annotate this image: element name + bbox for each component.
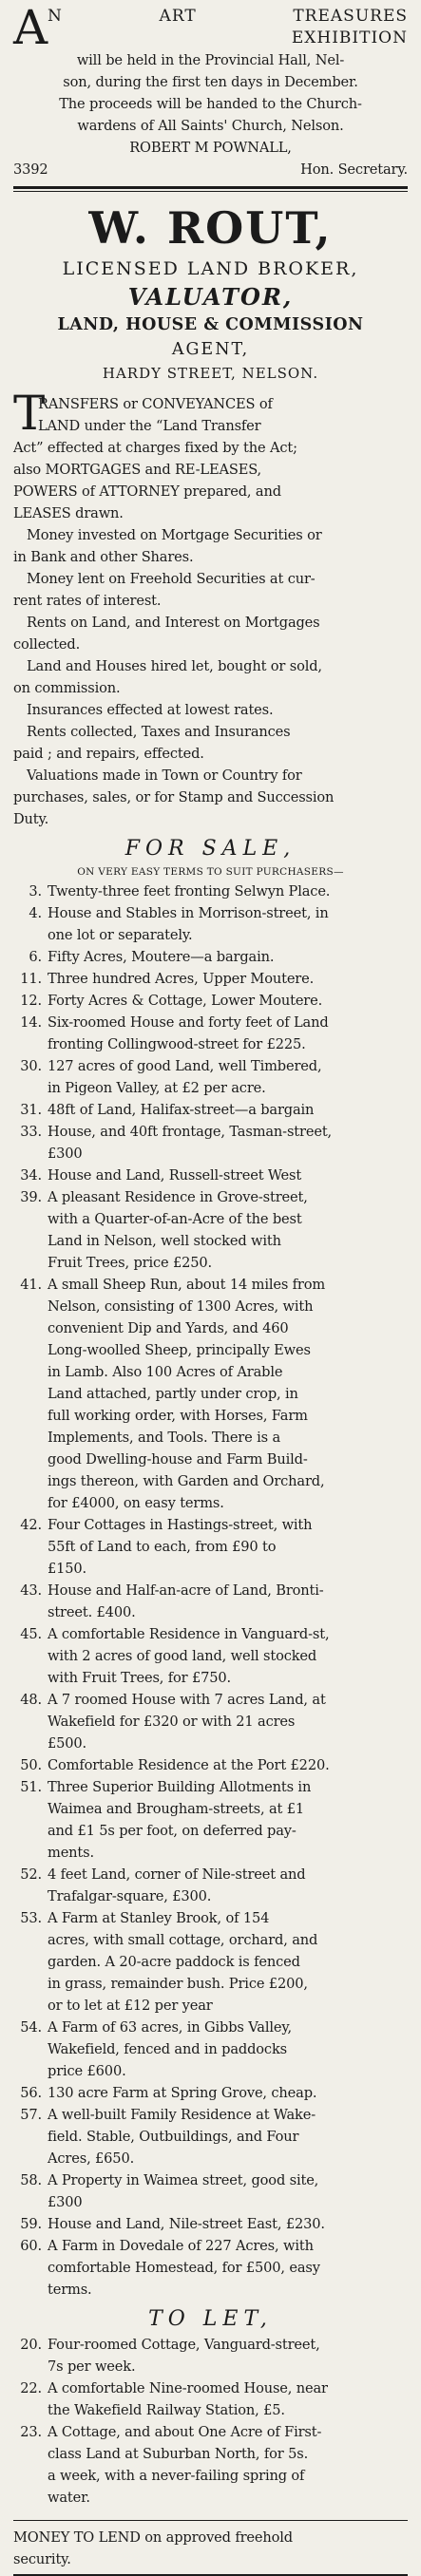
rout-intro-line: also MORTGAGES and RE-LEASES,: [13, 462, 262, 478]
listing-item: [13, 1165, 408, 1186]
listing-item: [13, 1274, 408, 1514]
listing-item: [13, 968, 408, 990]
rout-intro-line: Act” effected at charges fixed by the Act;: [13, 440, 297, 456]
listing-number: 58.: [20, 2172, 42, 2188]
to-let-heading: TO LET,: [148, 2307, 273, 2331]
listing-item: [13, 902, 408, 946]
listing-line: 55ft of Land to each, from £90 to: [48, 1539, 277, 1555]
listing-line: A comfortable Nine-roomed House, near: [48, 2380, 328, 2396]
listing-text: [48, 1776, 408, 1864]
listing-line: convenient Dip and Yards, and 460: [48, 1320, 289, 1336]
service-line: Insurances effected at lowest rates.: [27, 702, 274, 718]
art-ad-body-line: son, during the first ten days in December.: [63, 74, 358, 90]
listing-item: [13, 1099, 408, 1121]
listing-item: [13, 2235, 408, 2301]
listing-number: 22.: [20, 2380, 42, 2396]
art-ad-signature: [13, 137, 408, 180]
listing-line: fronting Collingwood-street for £225.: [48, 1036, 306, 1052]
listing-text: [48, 2169, 408, 2213]
listing-line: 48ft of Land, Halifax-street—a bargain: [48, 1102, 315, 1118]
art-ad-heading: [13, 0, 408, 55]
listing-text: [48, 1754, 408, 1776]
listing-number: 11.: [20, 971, 42, 987]
listing-number: 48.: [20, 1692, 42, 1708]
rout-intro-line: RANSFERS or CONVEYANCES of: [38, 396, 273, 412]
service-line: Rents collected, Taxes and Insurances: [27, 724, 291, 740]
listing-number: 54.: [20, 2019, 42, 2036]
listing-item: [13, 1754, 408, 1776]
listing-item: [13, 1121, 408, 1165]
listing-line: Three Superior Building Allotments in: [48, 1779, 312, 1795]
listing-line: A Farm at Stanley Brook, of 154: [48, 1910, 270, 1926]
listing-number: 50.: [20, 1757, 42, 1773]
listing-line: full working order, with Horses, Farm: [48, 1408, 308, 1424]
rout-intro-paragraph: [13, 386, 408, 441]
listing-line: 7s per week.: [48, 2358, 136, 2375]
rout-commission-line: LAND, HOUSE & COMMISSION: [57, 315, 364, 334]
listing-line: garden. A 20-acre paddock is fenced: [48, 1954, 300, 1970]
listing-text: [48, 1055, 408, 1099]
listing-text: [48, 2017, 408, 2082]
listing-line: House and Stables in Morrison-street, in: [48, 905, 329, 921]
listing-item: [13, 1689, 408, 1754]
listing-item: [13, 1186, 408, 1274]
service-line: in Bank and other Shares.: [13, 549, 194, 565]
listing-item: [13, 2334, 408, 2377]
listing-line: Four Cottages in Hastings-street, with: [48, 1517, 313, 1533]
service-line: Valuations made in Town or Country for: [27, 767, 302, 784]
listing-line: Four-roomed Cottage, Vanguard-street,: [48, 2337, 320, 2353]
listing-number: 41.: [20, 1277, 42, 1293]
terms-line: ON VERY EASY TERMS TO SUIT PURCHASERS—: [77, 866, 344, 878]
listing-item: [13, 2213, 408, 2235]
listing-line: A Cottage, and about One Acre of First-: [48, 2424, 322, 2440]
listing-line: A well-built Family Residence at Wake-: [48, 2107, 316, 2123]
listing-item: [13, 2377, 408, 2421]
listing-line: or to let at £12 per year: [48, 1998, 213, 2014]
listing-number: 23.: [20, 2424, 42, 2440]
listing-text: [48, 1012, 408, 1055]
listing-line: 4 feet Land, corner of Nile-street and: [48, 1866, 306, 1883]
listing-line: Implements, and Tools. There is a: [48, 1430, 281, 1446]
listing-text: [48, 2421, 408, 2509]
listing-number: 51.: [20, 1779, 42, 1795]
listing-line: good Dwelling-house and Farm Build-: [48, 1451, 308, 1468]
art-treasures-ad: [13, 0, 408, 180]
listing-text: [48, 902, 408, 946]
listing-item: [13, 2169, 408, 2213]
listing-line: in Lamb. Also 100 Acres of Arable: [48, 1364, 283, 1380]
listing-line: House and Land, Russell-street West: [48, 1167, 302, 1184]
listing-text: [48, 1121, 408, 1165]
listing-line: A Property in Waimea street, good site,: [48, 2172, 319, 2188]
listing-line: the Wakefield Railway Station, £5.: [48, 2402, 285, 2418]
art-ad-ref-number: 3392: [13, 161, 48, 178]
rout-valuator-line: VALUATOR,: [127, 283, 294, 311]
listing-text: [48, 2377, 408, 2421]
listing-item: [13, 1907, 408, 2017]
listing-line: Nelson, consisting of 1300 Acres, with: [48, 1298, 314, 1315]
listing-number: 30.: [20, 1058, 42, 1074]
listing-line: with Fruit Trees, for £750.: [48, 1670, 232, 1686]
listing-line: in Pigeon Valley, at £2 per acre.: [48, 1080, 266, 1096]
listing-line: for £4000, on easy terms.: [48, 1495, 224, 1511]
listing-line: with a Quarter-of-an-Acre of the best: [48, 1211, 302, 1227]
rout-address: HARDY STREET, NELSON.: [102, 365, 319, 382]
listing-line: 130 acre Farm at Spring Grove, cheap.: [48, 2085, 317, 2101]
rout-intro-line: POWERS of ATTORNEY prepared, and: [13, 483, 281, 500]
listing-line: ments.: [48, 1845, 94, 1861]
listing-text: [48, 1099, 408, 1121]
listing-number: 20.: [20, 2337, 42, 2353]
money-to-lend-line: MONEY TO LEND on approved freehold: [13, 2529, 293, 2546]
for-sale-heading: FOR SALE,: [124, 837, 297, 861]
listing-item: [13, 1623, 408, 1689]
listing-line: price £600.: [48, 2063, 126, 2079]
listing-item: [13, 1012, 408, 1055]
art-ad-title-line1: N ART TREASURES: [48, 7, 408, 26]
rout-intro-line: LAND under the “Land Transfer: [38, 418, 261, 434]
to-let-list: [13, 2334, 408, 2509]
service-line: purchases, sales, or for Stamp and Succession: [13, 789, 335, 805]
listing-text: [48, 1165, 408, 1186]
art-ad-signatory: ROBERT M POWNALL,: [129, 140, 292, 156]
listing-line: A Farm in Dovedale of 227 Acres, with: [48, 2238, 314, 2254]
listing-text: [48, 1864, 408, 1907]
listing-text: [48, 1689, 408, 1754]
service-line: Duty.: [13, 811, 49, 827]
rout-intro-drop-cap: T: [13, 386, 46, 441]
listing-item: [13, 1055, 408, 1099]
divider-thin: [13, 191, 408, 192]
listing-number: 45.: [20, 1626, 42, 1642]
listing-line: a week, with a never-failing spring of: [48, 2468, 305, 2484]
listing-line: class Land at Suburban North, for 5s.: [48, 2446, 309, 2462]
art-ad-proceeds-line: wardens of All Saints' Church, Nelson.: [77, 118, 344, 134]
service-line: rent rates of interest.: [13, 593, 162, 609]
listing-number: 6.: [29, 949, 42, 965]
listing-text: [48, 1514, 408, 1580]
service-line: Money invested on Mortgage Securities or: [27, 527, 322, 543]
listing-line: Comfortable Residence at the Port £220.: [48, 1757, 330, 1773]
listing-number: 14.: [20, 1014, 42, 1031]
service-line: Land and Houses hired let, bought or sold,: [27, 658, 322, 674]
listing-line: Land attached, partly under crop, in: [48, 1386, 298, 1402]
listing-line: Land in Nelson, well stocked with: [48, 1233, 281, 1249]
listing-text: [48, 1274, 408, 1514]
listing-line: A 7 roomed House with 7 acres Land, at: [48, 1692, 326, 1708]
listing-line: Acres, £650.: [48, 2150, 135, 2167]
listing-text: [48, 2213, 408, 2235]
listing-number: 39.: [20, 1189, 42, 1205]
listing-line: Six-roomed House and forty feet of Land: [48, 1014, 329, 1031]
listing-text: [48, 1580, 408, 1623]
listing-text: [48, 946, 408, 968]
listing-line: Fifty Acres, Moutere—a bargain.: [48, 949, 275, 965]
listing-line: House and Half-an-acre of Land, Bronti-: [48, 1582, 324, 1599]
money-to-lend-line: security.: [13, 2551, 71, 2567]
listing-line: field. Stable, Outbuildings, and Four: [48, 2129, 299, 2145]
listing-line: A Farm of 63 acres, in Gibbs Valley,: [48, 2019, 293, 2036]
listing-line: one lot or separately.: [48, 927, 193, 943]
listing-line: terms.: [48, 2282, 92, 2298]
listing-line: £150.: [48, 1561, 87, 1577]
divider-thick: [13, 186, 408, 189]
listing-line: and £1 5s per foot, on deferred pay-: [48, 1823, 297, 1839]
listing-line: Wakefield, fenced and in paddocks: [48, 2041, 287, 2057]
listing-text: [48, 990, 408, 1012]
listing-text: [48, 968, 408, 990]
listing-number: 31.: [20, 1102, 42, 1118]
listing-number: 59.: [20, 2216, 42, 2232]
service-line: Rents on Land, and Interest on Mortgages: [27, 615, 320, 631]
art-ad-drop-cap: A: [13, 0, 48, 55]
listing-line: acres, with small cottage, orchard, and: [48, 1932, 318, 1948]
listing-number: 33.: [20, 1124, 42, 1140]
listing-number: 3.: [29, 883, 42, 900]
listing-item: [13, 2104, 408, 2169]
listing-item: [13, 1514, 408, 1580]
listing-line: Fruit Trees, price £250.: [48, 1255, 213, 1271]
listing-line: £300: [48, 2194, 83, 2210]
rout-broker-line: LICENSED LAND BROKER,: [62, 258, 359, 279]
listing-line: water.: [48, 2490, 90, 2506]
money-to-lend: [13, 2520, 408, 2570]
listing-line: Twenty-three feet fronting Selwyn Place.: [48, 883, 331, 900]
listing-number: 53.: [20, 1910, 42, 1926]
listing-line: ings thereon, with Garden and Orchard,: [48, 1473, 325, 1489]
listing-line: comfortable Homestead, for £500, easy: [48, 2260, 320, 2276]
listing-line: Three hundred Acres, Upper Moutere.: [48, 971, 315, 987]
listing-item: [13, 946, 408, 968]
listing-text: [48, 1907, 408, 2017]
listing-item: [13, 881, 408, 902]
art-ad-body-line: will be held in the Provincial Hall, Nel-: [76, 52, 345, 68]
service-line: paid ; and repairs, effected.: [13, 746, 204, 762]
listing-line: House and Land, Nile-street East, £230.: [48, 2216, 325, 2232]
rout-services: [13, 524, 408, 830]
listing-number: 34.: [20, 1167, 42, 1184]
listing-text: [48, 2235, 408, 2301]
listing-item: [13, 2017, 408, 2082]
listing-item: [13, 2421, 408, 2509]
art-ad-title-line2: EXHIBITION: [291, 28, 408, 47]
listing-item: [13, 990, 408, 1012]
listing-text: [48, 1186, 408, 1274]
listing-number: 4.: [29, 905, 42, 921]
listing-text: [48, 2104, 408, 2169]
service-line: collected.: [13, 636, 81, 653]
listing-number: 60.: [20, 2238, 42, 2254]
listing-line: with 2 acres of good land, well stocked: [48, 1648, 317, 1664]
service-line: Money lent on Freehold Securities at cur-: [27, 571, 316, 587]
rout-agent-line: AGENT,: [171, 340, 250, 359]
listing-line: Long-woolled Sheep, principally Ewes: [48, 1342, 311, 1358]
service-line: on commission.: [13, 680, 121, 696]
listing-line: Waimea and Brougham-streets, at £1: [48, 1801, 305, 1817]
listing-item: [13, 1776, 408, 1864]
listing-number: 52.: [20, 1866, 42, 1883]
listing-number: 57.: [20, 2107, 42, 2123]
listing-line: A comfortable Residence in Vanguard-st,: [48, 1626, 330, 1642]
listing-number: 42.: [20, 1517, 42, 1533]
rout-intro-line: LEASES drawn.: [13, 505, 124, 521]
listing-item: [13, 1864, 408, 1907]
listing-line: Forty Acres & Cottage, Lower Moutere.: [48, 993, 323, 1009]
listing-line: House, and 40ft frontage, Tasman-street,: [48, 1124, 333, 1140]
rout-name: W. ROUT,: [88, 202, 333, 254]
listing-line: £300: [48, 1146, 83, 1162]
listing-text: [48, 881, 408, 902]
listing-line: A pleasant Residence in Grove-street,: [48, 1189, 308, 1205]
listing-number: 43.: [20, 1582, 42, 1599]
rout-ad: [13, 199, 408, 2576]
listing-line: Trafalgar-square, £300.: [48, 1888, 212, 1904]
listing-item: [13, 2082, 408, 2104]
listing-line: Wakefield for £320 or with 21 acres: [48, 1714, 296, 1730]
art-ad-proceeds-line: The proceeds will be handed to the Church-: [59, 96, 362, 112]
listing-line: £500.: [48, 1735, 87, 1752]
listing-line: A small Sheep Run, about 14 miles from: [48, 1277, 326, 1293]
listing-line: in grass, remainder bush. Price £200,: [48, 1976, 308, 1992]
listing-text: [48, 2334, 408, 2377]
for-sale-list: [13, 881, 408, 2301]
listing-line: 127 acres of good Land, well Timbered,: [48, 1058, 322, 1074]
art-ad-role: Hon. Secretary.: [300, 161, 408, 178]
listing-text: [48, 1623, 408, 1689]
listing-number: 56.: [20, 2085, 42, 2101]
listing-number: 12.: [20, 993, 42, 1009]
listing-line: street. £400.: [48, 1604, 136, 1620]
listing-item: [13, 1580, 408, 1623]
listing-text: [48, 2082, 408, 2104]
